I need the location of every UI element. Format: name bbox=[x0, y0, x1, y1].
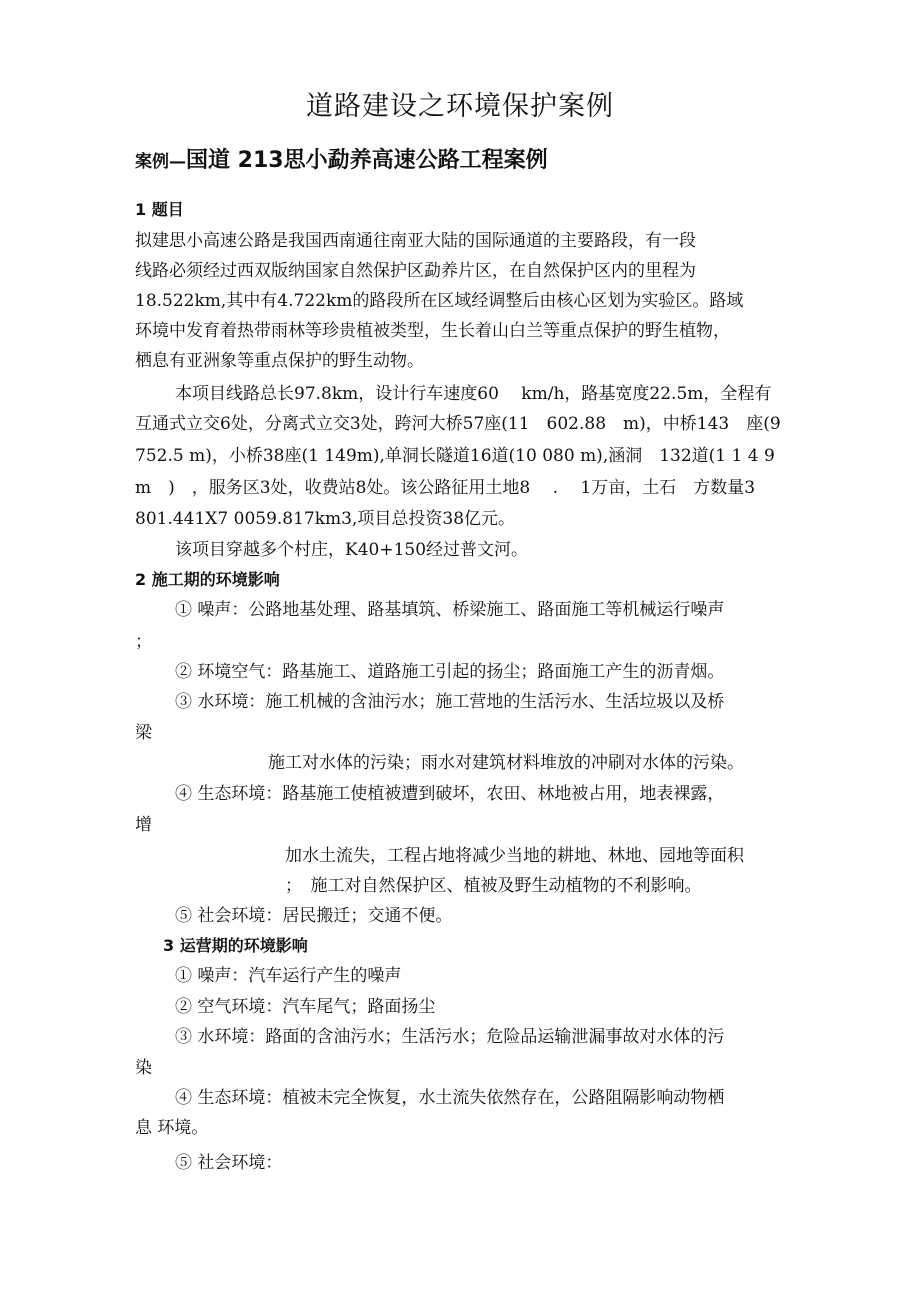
list-item-air: ② 环境空气：路基施工、道路施工引起的扬尘；路面施工产生的沥青烟。 bbox=[175, 662, 725, 682]
list-item-ecology-cont: ； 施工对自然保护区、植被及野生动植物的不利影响。 bbox=[285, 876, 702, 896]
list-item-ecology-cont: 加水土流失，工程占地将减少当地的耕地、林地、园地等面积 bbox=[285, 846, 744, 866]
list-item-social: ⑤ 社会环境：居民搬迁；交通不便。 bbox=[175, 906, 453, 926]
paragraph-line: 环境中发育着热带雨林等珍贵植被类型，生长着山白兰等重点保护的野生植物， bbox=[135, 321, 730, 341]
case-title bbox=[135, 146, 548, 177]
paragraph-line: 该项目穿越多个村庄，K40+150经过普文河。 bbox=[175, 540, 529, 560]
paragraph-line: 拟建思小高速公路是我国西南通往南亚大陆的国际通道的主要路段，有一段 bbox=[135, 231, 696, 251]
paragraph-line: 本项目线路总长97.8km，设计行车速度60 km/h，路基宽度22.5m，全程有 bbox=[175, 384, 772, 404]
paragraph-line: 栖息有亚洲象等重点保护的野生动物。 bbox=[135, 351, 424, 371]
paragraph-line: 线路必须经过西双版纳国家自然保护区勐养片区，在自然保护区内的里程为 bbox=[135, 261, 696, 281]
list-item-ecology: ④ 生态环境：植被未完全恢复，水土流失依然存在，公路阻隔影响动物栖 bbox=[175, 1088, 725, 1108]
section-1-heading: 1 题目 bbox=[135, 200, 184, 219]
section-2-heading: 2 施工期的环境影响 bbox=[135, 570, 280, 589]
list-item-noise-cont: ； bbox=[135, 632, 152, 652]
list-item-ecology: ④ 生态环境：路基施工使植被遭到破坏，农田、林地被占用，地表裸露， bbox=[175, 784, 725, 804]
list-item-ecology-cont: 息 环境。 bbox=[135, 1118, 209, 1138]
paragraph-line: m ) ，服务区3处，收费站8处。该公路征用土地8 . 1万亩，土石 方数量3 bbox=[135, 478, 756, 498]
paragraph-line: 18.522km,其中有4.722km的路段所在区域经调整后由核心区划为实验区。路域 bbox=[135, 291, 744, 311]
section-3-heading: 3 运营期的环境影响 bbox=[163, 936, 308, 955]
paragraph-line: 801.441X7 0059.817km3,项目总投资38亿元。 bbox=[135, 509, 516, 529]
list-item-water-cont: 施工对水体的污染；雨水对建筑材料堆放的冲刷对水体的污染。 bbox=[268, 753, 744, 773]
list-item-air: ② 空气环境：汽车尾气；路面扬尘 bbox=[175, 997, 436, 1017]
document-title: 道路建设之环境保护案例 bbox=[306, 91, 614, 122]
list-item-noise: ① 噪声：汽车运行产生的噪声 bbox=[175, 966, 402, 986]
list-item-water: ③ 水环境：施工机械的含油污水；施工营地的生活污水、生活垃圾以及桥 bbox=[175, 692, 725, 712]
paragraph-line: 互通式立交6处，分离式立交3处，跨河大桥57座(11 602.88 m)，中桥143 座(9 bbox=[135, 414, 781, 434]
list-item-water: ③ 水环境：路面的含油污水；生活污水；危险品运输泄漏事故对水体的污 bbox=[175, 1027, 725, 1047]
list-item-noise: ① 噪声：公路地基处理、路基填筑、桥梁施工、路面施工等机械运行噪声 bbox=[175, 600, 725, 620]
list-item-social: ⑤ 社会环境： bbox=[175, 1153, 283, 1173]
list-item-ecology-cont: 增 bbox=[135, 815, 152, 835]
paragraph-line: 752.5 m)，小桥38座(1 149m),单洞长隧道16道(10 080 m),涵洞 132道(1 1 4 9 bbox=[135, 446, 775, 466]
case-prefix: 案例— bbox=[135, 152, 186, 172]
case-name: 国道 213思小勐养高速公路工程案例 bbox=[186, 148, 548, 173]
list-item-water-cont: 染 bbox=[135, 1058, 152, 1078]
list-item-water-cont: 梁 bbox=[135, 723, 152, 743]
